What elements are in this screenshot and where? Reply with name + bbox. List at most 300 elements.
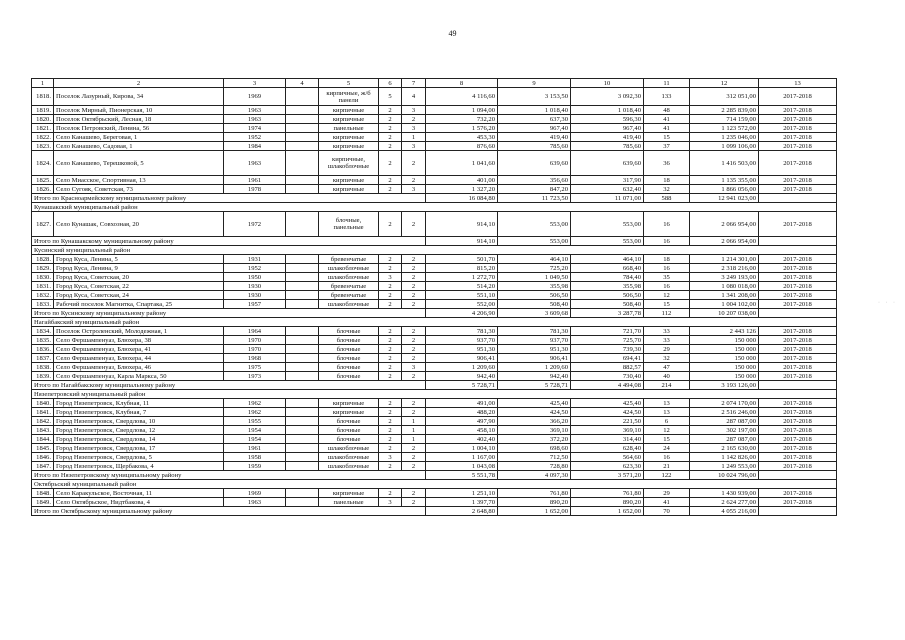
year-cell: 1984 — [224, 142, 286, 151]
floors-cell: 2 — [379, 354, 402, 363]
address-cell: Город Куса, Советская, 24 — [54, 291, 224, 300]
table-row — [32, 453, 837, 462]
cost-cell: 2 318 216,00 — [690, 264, 759, 273]
year-cell: 1959 — [224, 462, 286, 471]
row-number: 1834. — [32, 327, 54, 336]
floors-cell: 2 — [379, 142, 402, 151]
year-cell: 1972 — [224, 212, 286, 237]
area-residential-cell: 464,10 — [571, 255, 644, 264]
area-total-cell: 491,00 — [426, 399, 498, 408]
row-number: 1838. — [32, 363, 54, 372]
entrances-cell: 3 — [402, 363, 426, 372]
area-premises-cell: 725,20 — [498, 264, 571, 273]
column-number-cell: 12 — [690, 79, 759, 88]
address-cell: Поселок Остроленский, Молодежная, 1 — [54, 327, 224, 336]
residents-cell: 29 — [644, 345, 690, 354]
period-cell: 2017-2018 — [759, 354, 837, 363]
period-cell: 2017-2018 — [759, 426, 837, 435]
district-total-row — [32, 237, 837, 246]
residents-cell: 18 — [644, 255, 690, 264]
period-cell: 2017-2018 — [759, 282, 837, 291]
table-row — [32, 372, 837, 381]
cost-cell: 287 087,00 — [690, 435, 759, 444]
entrances-cell: 2 — [402, 291, 426, 300]
area-residential-cell: 419,40 — [571, 133, 644, 142]
entrances-cell: 2 — [402, 264, 426, 273]
floors-cell: 2 — [379, 291, 402, 300]
residents-cell: 35 — [644, 273, 690, 282]
table-row — [32, 426, 837, 435]
cost-cell: 10 207 038,00 — [690, 309, 759, 318]
period-cell: 2017-2018 — [759, 417, 837, 426]
row-number: 1847. — [32, 462, 54, 471]
residents-cell: 112 — [644, 309, 690, 318]
residents-cell: 32 — [644, 185, 690, 194]
empty-cell — [286, 151, 319, 176]
residents-cell: 16 — [644, 282, 690, 291]
wall-material-cell: шлакоблочные — [319, 300, 379, 309]
area-total-cell: 551,10 — [426, 291, 498, 300]
cost-cell: 1 416 503,00 — [690, 151, 759, 176]
row-number: 1843. — [32, 426, 54, 435]
column-number-cell: 4 — [286, 79, 319, 88]
year-cell: 1970 — [224, 336, 286, 345]
area-residential-cell: 424,50 — [571, 408, 644, 417]
table-row — [32, 291, 837, 300]
residents-cell: 48 — [644, 106, 690, 115]
column-number-row — [32, 79, 837, 88]
period-cell: 2017-2018 — [759, 345, 837, 354]
period-cell: 2017-2018 — [759, 176, 837, 185]
address-cell: Город Нязепетровск, Свердлова, 10 — [54, 417, 224, 426]
row-number: 1832. — [32, 291, 54, 300]
area-total-cell: 5 551,78 — [426, 471, 498, 480]
year-cell: 1962 — [224, 399, 286, 408]
year-cell: 1931 — [224, 255, 286, 264]
cost-cell: 1 135 355,00 — [690, 176, 759, 185]
address-cell: Село Октябрьское, Нидтбакова, 4 — [54, 498, 224, 507]
empty-cell — [286, 426, 319, 435]
area-total-cell: 458,10 — [426, 426, 498, 435]
housing-register-table — [31, 78, 837, 516]
area-premises-cell: 785,60 — [498, 142, 571, 151]
cost-cell: 150 000 — [690, 363, 759, 372]
floors-cell: 2 — [379, 408, 402, 417]
area-total-cell: 1 004,10 — [426, 444, 498, 453]
empty-cell — [286, 282, 319, 291]
cost-cell: 4 055 216,00 — [690, 507, 759, 516]
residents-cell: 15 — [644, 435, 690, 444]
address-cell: Поселок Лазурный, Кирова, 34 — [54, 88, 224, 106]
empty-cell — [286, 273, 319, 282]
empty-cell — [286, 399, 319, 408]
address-cell: Город Нязепетровск, Щербакова, 4 — [54, 462, 224, 471]
cost-cell: 312 051,00 — [690, 88, 759, 106]
row-number: 1840. — [32, 399, 54, 408]
period-cell: 2017-2018 — [759, 408, 837, 417]
area-total-cell: 914,10 — [426, 237, 498, 246]
row-number: 1849. — [32, 498, 54, 507]
residents-cell: 24 — [644, 444, 690, 453]
wall-material-cell: панельные — [319, 124, 379, 133]
wall-material-cell: кирпичные, шлакоблочные — [319, 151, 379, 176]
address-cell: Город Нязепетровск, Свердлова, 12 — [54, 426, 224, 435]
empty-cell — [286, 489, 319, 498]
empty-cell — [286, 291, 319, 300]
floors-cell: 2 — [379, 106, 402, 115]
area-premises-cell: 419,40 — [498, 133, 571, 142]
entrances-cell: 2 — [402, 489, 426, 498]
column-number-cell: 1 — [32, 79, 54, 88]
area-total-cell: 1 576,20 — [426, 124, 498, 133]
floors-cell: 2 — [379, 345, 402, 354]
table-row — [32, 142, 837, 151]
area-residential-cell: 668,40 — [571, 264, 644, 273]
wall-material-cell: кирпичные — [319, 408, 379, 417]
address-cell: Село Канашево, Береговая, 1 — [54, 133, 224, 142]
column-number-cell: 9 — [498, 79, 571, 88]
residents-cell: 214 — [644, 381, 690, 390]
cost-cell: 1 866 056,00 — [690, 185, 759, 194]
cost-cell: 1 123 572,00 — [690, 124, 759, 133]
floors-cell: 2 — [379, 176, 402, 185]
table-row — [32, 498, 837, 507]
area-premises-cell: 372,20 — [498, 435, 571, 444]
year-cell: 1955 — [224, 417, 286, 426]
period-cell — [759, 381, 837, 390]
year-cell: 1958 — [224, 453, 286, 462]
floors-cell: 2 — [379, 255, 402, 264]
residents-cell: 32 — [644, 354, 690, 363]
table-row — [32, 88, 837, 106]
area-residential-cell: 721,70 — [571, 327, 644, 336]
area-residential-cell: 3 092,30 — [571, 88, 644, 106]
cost-cell: 1 249 553,00 — [690, 462, 759, 471]
wall-material-cell: шлакоблочные — [319, 264, 379, 273]
address-cell: Село Фершампенуаз, Блюхера, 38 — [54, 336, 224, 345]
empty-cell — [286, 300, 319, 309]
area-residential-cell: 739,30 — [571, 345, 644, 354]
column-number-cell: 13 — [759, 79, 837, 88]
section-label: Кусинский муниципальный район — [32, 246, 837, 255]
wall-material-cell: кирпичные — [319, 106, 379, 115]
year-cell: 1975 — [224, 363, 286, 372]
cost-cell: 1 099 106,00 — [690, 142, 759, 151]
residents-cell: 12 — [644, 291, 690, 300]
floors-cell: 2 — [379, 115, 402, 124]
cost-cell: 2 066 954,00 — [690, 212, 759, 237]
row-number: 1837. — [32, 354, 54, 363]
period-cell: 2017-2018 — [759, 185, 837, 194]
cost-cell: 2 624 277,00 — [690, 498, 759, 507]
year-cell: 1974 — [224, 124, 286, 133]
year-cell: 1957 — [224, 300, 286, 309]
area-premises-cell: 553,00 — [498, 212, 571, 237]
table-row — [32, 106, 837, 115]
wall-material-cell: панельные — [319, 498, 379, 507]
row-number: 1846. — [32, 453, 54, 462]
cost-cell: 1 430 939,00 — [690, 489, 759, 498]
row-number: 1833. — [32, 300, 54, 309]
year-cell: 1950 — [224, 273, 286, 282]
area-residential-cell: 784,40 — [571, 273, 644, 282]
period-cell: 2017-2018 — [759, 264, 837, 273]
area-total-cell: 2 648,80 — [426, 507, 498, 516]
wall-material-cell: кирпичные — [319, 176, 379, 185]
area-premises-cell: 847,20 — [498, 185, 571, 194]
cost-cell: 1 341 208,00 — [690, 291, 759, 300]
area-total-cell: 1 043,08 — [426, 462, 498, 471]
area-residential-cell: 967,40 — [571, 124, 644, 133]
area-premises-cell: 728,80 — [498, 462, 571, 471]
entrances-cell: 3 — [402, 142, 426, 151]
area-premises-cell: 3 609,68 — [498, 309, 571, 318]
column-number-cell: 7 — [402, 79, 426, 88]
area-premises-cell: 637,30 — [498, 115, 571, 124]
floors-cell: 2 — [379, 489, 402, 498]
year-cell: 1962 — [224, 408, 286, 417]
empty-cell — [286, 408, 319, 417]
address-cell: Город Нязепетровск, Свердлова, 5 — [54, 453, 224, 462]
address-cell: Город Нязепетровск, Клубная, 7 — [54, 408, 224, 417]
column-number-cell: 10 — [571, 79, 644, 88]
wall-material-cell: бревенчатые — [319, 291, 379, 300]
residents-cell: 41 — [644, 115, 690, 124]
period-cell: 2017-2018 — [759, 489, 837, 498]
cost-cell: 1 235 046,00 — [690, 133, 759, 142]
area-residential-cell: 1 018,40 — [571, 106, 644, 115]
year-cell: 1963 — [224, 115, 286, 124]
period-cell: 2017-2018 — [759, 327, 837, 336]
address-cell: Рабочий поселок Магнитка, Спартака, 25 — [54, 300, 224, 309]
period-cell: 2017-2018 — [759, 498, 837, 507]
floors-cell: 2 — [379, 435, 402, 444]
area-premises-cell: 425,40 — [498, 399, 571, 408]
area-total-cell: 937,70 — [426, 336, 498, 345]
table-row — [32, 462, 837, 471]
table-row — [32, 489, 837, 498]
wall-material-cell: блочные — [319, 354, 379, 363]
year-cell: 1954 — [224, 426, 286, 435]
entrances-cell: 2 — [402, 151, 426, 176]
period-cell: 2017-2018 — [759, 462, 837, 471]
wall-material-cell: блочные, панельные — [319, 212, 379, 237]
period-cell: 2017-2018 — [759, 291, 837, 300]
table-row — [32, 282, 837, 291]
district-section-row — [32, 203, 837, 212]
area-residential-cell: 553,00 — [571, 237, 644, 246]
area-premises-cell: 781,30 — [498, 327, 571, 336]
district-section-row — [32, 390, 837, 399]
address-cell: Село Миасское, Спортивная, 13 — [54, 176, 224, 185]
row-number: 1822. — [32, 133, 54, 142]
table-row — [32, 417, 837, 426]
section-label: Октябрьский муниципальный район — [32, 480, 837, 489]
empty-cell — [286, 264, 319, 273]
wall-material-cell: кирпичные — [319, 115, 379, 124]
residents-cell: 36 — [644, 151, 690, 176]
address-cell: Село Фершампенуаз, Блюхера, 44 — [54, 354, 224, 363]
year-cell: 1969 — [224, 88, 286, 106]
area-total-cell: 876,60 — [426, 142, 498, 151]
cost-cell: 3 249 193,00 — [690, 273, 759, 282]
address-cell: Село Фершампенуаз, Карла Маркса, 50 — [54, 372, 224, 381]
floors-cell: 2 — [379, 185, 402, 194]
cost-cell: 3 193 126,00 — [690, 381, 759, 390]
floors-cell: 2 — [379, 282, 402, 291]
year-cell: 1970 — [224, 345, 286, 354]
district-total-row — [32, 381, 837, 390]
area-total-cell: 1 041,60 — [426, 151, 498, 176]
period-cell: 2017-2018 — [759, 106, 837, 115]
cost-cell: 1 080 018,00 — [690, 282, 759, 291]
area-total-cell: 514,20 — [426, 282, 498, 291]
area-residential-cell: 694,41 — [571, 354, 644, 363]
cost-cell: 2 516 246,00 — [690, 408, 759, 417]
area-total-cell: 1 251,10 — [426, 489, 498, 498]
residents-cell: 6 — [644, 417, 690, 426]
row-number: 1845. — [32, 444, 54, 453]
entrances-cell: 2 — [402, 255, 426, 264]
row-number: 1823. — [32, 142, 54, 151]
column-number-cell: 11 — [644, 79, 690, 88]
year-cell: 1968 — [224, 354, 286, 363]
cost-cell: 302 197,00 — [690, 426, 759, 435]
row-number: 1829. — [32, 264, 54, 273]
area-premises-cell: 508,40 — [498, 300, 571, 309]
cost-cell: 150 000 — [690, 354, 759, 363]
scan-artifact: · · · — [878, 300, 897, 306]
column-number-cell: 6 — [379, 79, 402, 88]
empty-cell — [286, 498, 319, 507]
floors-cell: 2 — [379, 444, 402, 453]
wall-material-cell: блочные — [319, 372, 379, 381]
empty-cell — [286, 345, 319, 354]
area-premises-cell: 1 209,60 — [498, 363, 571, 372]
area-total-cell: 488,20 — [426, 408, 498, 417]
wall-material-cell: кирпичные — [319, 142, 379, 151]
area-residential-cell: 369,10 — [571, 426, 644, 435]
period-cell — [759, 194, 837, 203]
period-cell: 2017-2018 — [759, 273, 837, 282]
entrances-cell: 3 — [402, 185, 426, 194]
empty-cell — [286, 255, 319, 264]
address-cell: Город Нязепетровск, Свердлова, 17 — [54, 444, 224, 453]
empty-cell — [286, 142, 319, 151]
address-cell: Город Куса, Советская, 20 — [54, 273, 224, 282]
area-total-cell: 732,20 — [426, 115, 498, 124]
cost-cell: 287 087,00 — [690, 417, 759, 426]
year-cell: 1969 — [224, 489, 286, 498]
address-cell: Город Куса, Советская, 22 — [54, 282, 224, 291]
address-cell: Поселок Мирный, Пионерская, 10 — [54, 106, 224, 115]
floors-cell: 2 — [379, 133, 402, 142]
table-row — [32, 212, 837, 237]
area-residential-cell: 564,60 — [571, 453, 644, 462]
entrances-cell: 1 — [402, 426, 426, 435]
empty-cell — [286, 444, 319, 453]
area-premises-cell: 951,30 — [498, 345, 571, 354]
residents-cell: 133 — [644, 88, 690, 106]
entrances-cell: 2 — [402, 176, 426, 185]
area-premises-cell: 1 049,50 — [498, 273, 571, 282]
row-number: 1835. — [32, 336, 54, 345]
residents-cell: 21 — [644, 462, 690, 471]
residents-cell: 16 — [644, 237, 690, 246]
period-cell: 2017-2018 — [759, 255, 837, 264]
cost-cell: 10 024 796,00 — [690, 471, 759, 480]
empty-cell — [286, 88, 319, 106]
row-number: 1842. — [32, 417, 54, 426]
total-label: Итого по Кунашакскому муниципальному району — [32, 237, 426, 246]
district-section-row — [32, 246, 837, 255]
area-residential-cell: 508,40 — [571, 300, 644, 309]
floors-cell: 2 — [379, 462, 402, 471]
table-row — [32, 435, 837, 444]
residents-cell: 16 — [644, 264, 690, 273]
row-number: 1830. — [32, 273, 54, 282]
column-number-cell: 8 — [426, 79, 498, 88]
row-number: 1818. — [32, 88, 54, 106]
period-cell: 2017-2018 — [759, 142, 837, 151]
address-cell: Село Канашево, Садовая, 1 — [54, 142, 224, 151]
area-total-cell: 402,40 — [426, 435, 498, 444]
area-total-cell: 16 084,80 — [426, 194, 498, 203]
cost-cell: 1 214 301,00 — [690, 255, 759, 264]
area-premises-cell: 1 018,40 — [498, 106, 571, 115]
period-cell — [759, 471, 837, 480]
cost-cell: 714 159,00 — [690, 115, 759, 124]
residents-cell: 15 — [644, 300, 690, 309]
area-residential-cell: 623,30 — [571, 462, 644, 471]
empty-cell — [286, 336, 319, 345]
floors-cell: 2 — [379, 327, 402, 336]
cost-cell: 12 941 023,00 — [690, 194, 759, 203]
area-premises-cell: 5 728,71 — [498, 381, 571, 390]
column-number-cell: 5 — [319, 79, 379, 88]
wall-material-cell: кирпичные — [319, 185, 379, 194]
entrances-cell: 2 — [402, 345, 426, 354]
entrances-cell: 2 — [402, 498, 426, 507]
year-cell: 1963 — [224, 151, 286, 176]
empty-cell — [286, 453, 319, 462]
empty-cell — [286, 124, 319, 133]
cost-cell: 150 000 — [690, 336, 759, 345]
period-cell: 2017-2018 — [759, 300, 837, 309]
total-label: Итого по Кусинскому муниципальному району — [32, 309, 426, 318]
period-cell: 2017-2018 — [759, 399, 837, 408]
empty-cell — [286, 185, 319, 194]
floors-cell: 2 — [379, 417, 402, 426]
cost-cell: 2 443 126 — [690, 327, 759, 336]
period-cell: 2017-2018 — [759, 336, 837, 345]
area-residential-cell: 632,40 — [571, 185, 644, 194]
area-total-cell: 1 094,00 — [426, 106, 498, 115]
floors-cell: 2 — [379, 399, 402, 408]
empty-cell — [286, 133, 319, 142]
total-label: Итого по Красноармейскому муниципальному району — [32, 194, 426, 203]
cost-cell: 2 285 839,00 — [690, 106, 759, 115]
wall-material-cell: блочные — [319, 426, 379, 435]
empty-cell — [286, 106, 319, 115]
table-row — [32, 176, 837, 185]
table-row — [32, 327, 837, 336]
district-section-row — [32, 480, 837, 489]
district-total-row — [32, 309, 837, 318]
floors-cell: 2 — [379, 212, 402, 237]
empty-cell — [286, 354, 319, 363]
residents-cell: 33 — [644, 336, 690, 345]
